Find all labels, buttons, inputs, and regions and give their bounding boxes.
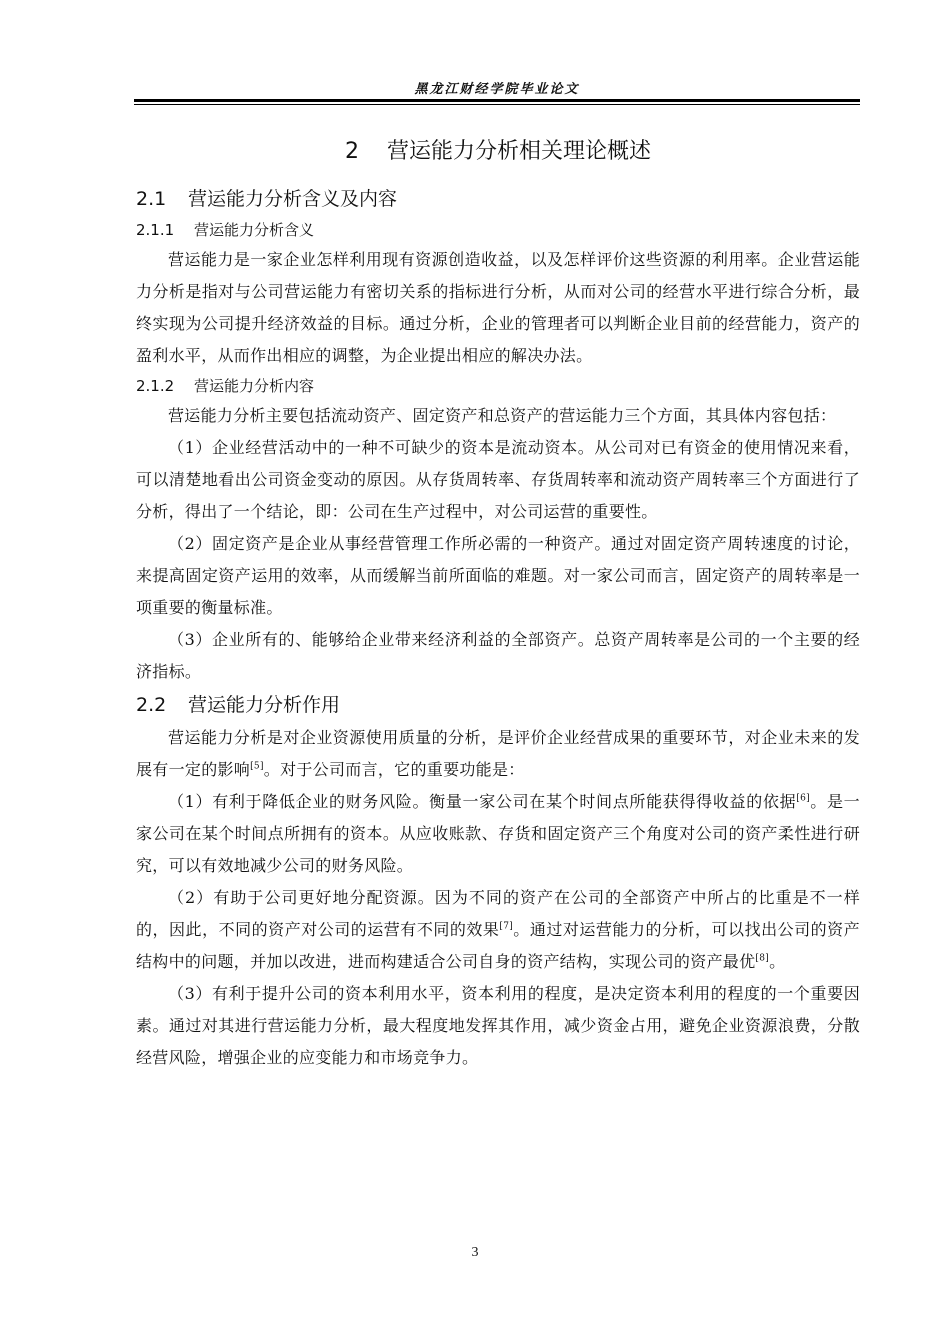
section-number: 2.1 — [136, 188, 167, 210]
citation: [5] — [250, 761, 264, 772]
section-title: 营运能力分析含义及内容 — [188, 188, 398, 210]
citation: [8] — [755, 953, 770, 964]
section-heading-2-1 — [136, 182, 860, 216]
citation: [6] — [796, 793, 810, 804]
header-rule-thick — [134, 99, 860, 102]
text-run: 。对于公司而言，它的重要功能是： — [263, 760, 525, 779]
citation: [7] — [499, 921, 514, 932]
list-item — [136, 786, 860, 882]
chapter-number: 2 — [345, 139, 359, 164]
paragraph: 营运能力分析主要包括流动资产、固定资产和总资产的营运能力三个方面，其具体内容包括： — [168, 406, 837, 425]
header-rule-thin — [134, 104, 860, 105]
subsection-number: 2.1.1 — [136, 221, 175, 239]
text-run: 。是一家公司在某个时间点所拥有的资本。从应收账款、存货和固定资产三个角度对公司的资产柔性进行研究，可以有效地减少公司的财务风险。 — [136, 792, 860, 875]
list-item: （2）固定资产是企业从事经营管理工作所必需的一种资产。通过对固定资产周转速度的讨论，来提高固定资产运用的效率，从而缓解当前所面临的难题。对一家公司而言，固定资产的周转率是一项重要的衡量标准。 — [136, 534, 860, 617]
text-run: 。 — [769, 952, 786, 971]
list-item — [136, 882, 860, 978]
text-run: （1）有利于降低企业的财务风险。衡量一家公司在某个时间点所能获得得收益的依据 — [168, 792, 797, 811]
text-run: （2）有助于公司更好地分配资源。因为不同的资产在公司的全部资产中所占的比重是不一样的，因此，不同的资产对公司的运营有不同的效果 — [136, 888, 860, 939]
chapter-title: 营运能力分析相关理论概述 — [386, 139, 651, 164]
list-item: （1）企业经营活动中的一种不可缺少的资本是流动资本。从公司对已有资金的使用情况来看，可以清楚地看出公司资金变动的原因。从存货周转率、存货周转率和流动资产周转率三个方面进行了分析，得出了一个结论，即：公司在生产过程中，对公司运营的重要性。 — [136, 438, 860, 521]
subsection-title: 营运能力分析含义 — [194, 221, 315, 239]
text-run: 营运能力分析是对企业资源使用质量的分析，是评价企业经营成果的重要环节，对企业未来的发展有一定的影响 — [136, 728, 860, 779]
list-item: （3）企业所有的、能够给企业带来经济利益的全部资产。总资产周转率是公司的一个主要的经济指标。 — [136, 630, 860, 681]
paragraph — [136, 722, 860, 786]
paragraph: 营运能力是一家企业怎样利用现有资源创造收益，以及怎样评价这些资源的利用率。企业营运能力分析是指对与公司营运能力有密切关系的指标进行分析，从而对公司的经营水平进行综合分析，最终实现为公司提升经济效益的目标。通过分析，企业的管理者可以判断企业目前的经营能力，资产的盈利水平，从而作出相应的调整，为企业提出相应的解决办法。 — [136, 250, 860, 365]
body-content — [136, 132, 860, 1074]
section-title: 营运能力分析作用 — [188, 694, 341, 716]
subsection-heading-2-1-2 — [136, 372, 860, 400]
subsection-title: 营运能力分析内容 — [194, 377, 315, 395]
list-item: （3）有利于提升公司的资本利用水平，资本利用的程度，是决定资本利用的程度的一个重要因素。通过对其进行营运能力分析，最大程度地发挥其作用，减少资金占用，避免企业资源浪费，分散经营风险，增强企业的应变能力和市场竞争力。 — [136, 984, 860, 1067]
chapter-heading — [136, 132, 860, 172]
subsection-heading-2-1-1 — [136, 216, 860, 244]
page-number: 3 — [471, 1245, 479, 1260]
subsection-number: 2.1.2 — [136, 377, 175, 395]
section-number: 2.2 — [136, 694, 167, 716]
text-run: 。通过对运营能力的分析，可以找出公司的资产结构中的问题，并加以改进，进而构建适合公司自身的资产结构，实现公司的资产最优 — [136, 920, 860, 971]
section-heading-2-2 — [136, 688, 860, 722]
running-header: 黑龙江财经学院毕业论文 — [414, 82, 580, 97]
